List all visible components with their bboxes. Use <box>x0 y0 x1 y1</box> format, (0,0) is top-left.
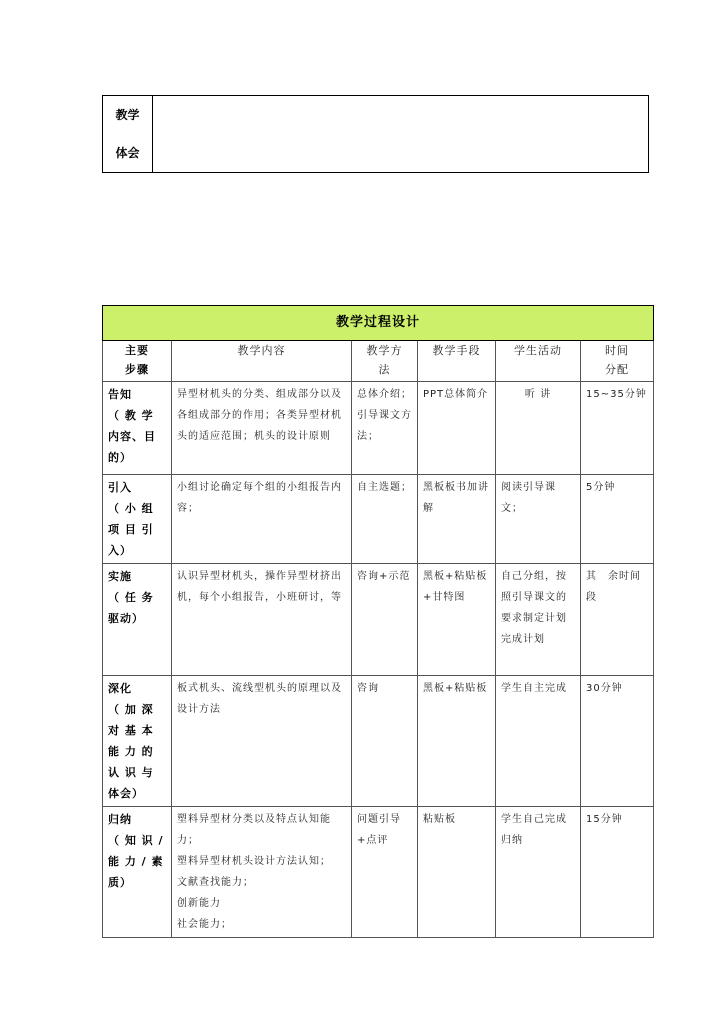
step-line: 驱动） <box>108 612 144 625</box>
row-time: 5分钟 <box>581 475 654 564</box>
row-method: 总体介绍；引导课文方法； <box>352 382 418 475</box>
row-activity: 自己分组，按照引导课文的要求制定计划完成计划 <box>496 564 581 676</box>
table-row <box>103 807 654 938</box>
content-line: 文献查找能力； <box>177 877 254 888</box>
row-method: 自主选题； <box>352 475 418 564</box>
content-line: 塑料异型材机头设计方法认知； <box>177 856 331 867</box>
step-line: （ 加 深 <box>108 703 154 716</box>
row-means: 黑板+粘贴板 <box>418 676 496 807</box>
row-step <box>103 807 172 938</box>
row-content <box>172 807 352 938</box>
header-means: 教学手段 <box>418 341 496 382</box>
table-row <box>103 564 654 676</box>
header-row <box>103 341 654 382</box>
header-time-line1: 时间 <box>605 344 630 357</box>
step-line: （ 小 组 <box>108 502 154 515</box>
row-content: 认识异型材机头，操作异型材挤出机，每个小组报告，小班研讨，等 <box>172 564 352 676</box>
process-table-title: 教学过程设计 <box>103 306 654 341</box>
experience-label-cell <box>103 96 153 173</box>
step-line: （ 知 识 / <box>108 834 164 847</box>
experience-content-cell <box>153 96 649 173</box>
header-time <box>581 341 654 382</box>
row-activity: 学生自主完成 <box>496 676 581 807</box>
step-line: 内容、目 <box>108 430 156 443</box>
row-content: 板式机头、流线型机头的原理以及设计方法 <box>172 676 352 807</box>
row-means: PPT总体简介 <box>418 382 496 475</box>
experience-label-line2: 体会 <box>115 146 140 160</box>
content-line: 社会能力； <box>177 919 232 930</box>
step-line: 归纳 <box>108 813 132 826</box>
step-line: （ 教 学 <box>108 409 154 422</box>
step-line: 的） <box>108 451 132 464</box>
row-step <box>103 475 172 564</box>
step-line: 深化 <box>108 682 132 695</box>
step-line: 告知 <box>108 388 132 401</box>
row-time: 15~35分钟 <box>581 382 654 475</box>
row-content: 小组讨论确定每个组的小组报告内容； <box>172 475 352 564</box>
header-method-line1: 教学方 <box>366 344 403 357</box>
table-row <box>103 475 654 564</box>
header-method <box>352 341 418 382</box>
step-line: 实施 <box>108 570 132 583</box>
row-activity: 学生自己完成归纳 <box>496 807 581 938</box>
row-method: 问题引导+点评 <box>352 807 418 938</box>
step-line: 认 识 与 <box>108 766 154 779</box>
table-row <box>103 382 654 475</box>
row-step <box>103 382 172 475</box>
row-content: 异型材机头的分类、组成部分以及各组成部分的作用；各类异型材机头的适应范围；机头的设计原则 <box>172 382 352 475</box>
row-time: 15分钟 <box>581 807 654 938</box>
table-row <box>103 676 654 807</box>
header-method-line2: 法 <box>378 363 391 376</box>
step-line: 能 力 的 <box>108 745 154 758</box>
row-means: 黑板板书加讲解 <box>418 475 496 564</box>
row-time: 其 余时间段 <box>581 564 654 676</box>
step-line: （ 任 务 <box>108 591 154 604</box>
content-line: 塑料异型材分类以及特点认知能力； <box>177 814 331 846</box>
teaching-process-table <box>102 305 654 938</box>
step-line: 入） <box>108 544 132 557</box>
header-activity: 学生活动 <box>496 341 581 382</box>
row-activity: 听 讲 <box>496 382 581 475</box>
step-line: 质） <box>108 876 132 889</box>
row-time: 30分钟 <box>581 676 654 807</box>
header-step-line2: 步骤 <box>125 363 149 376</box>
step-line: 项 目 引 <box>108 523 154 536</box>
header-time-line2: 分配 <box>605 363 630 376</box>
row-activity: 阅读引导课文； <box>496 475 581 564</box>
row-step <box>103 676 172 807</box>
step-line: 对 基 本 <box>108 724 154 737</box>
step-line: 体会） <box>108 787 144 800</box>
row-method: 咨询 <box>352 676 418 807</box>
header-step <box>103 341 172 382</box>
row-step <box>103 564 172 676</box>
header-step-line1: 主要 <box>125 344 149 357</box>
teaching-experience-table <box>102 95 649 173</box>
content-line: 创新能力 <box>177 898 221 909</box>
header-content: 教学内容 <box>172 341 352 382</box>
row-means: 黑板+粘贴板+甘特图 <box>418 564 496 676</box>
step-line: 引入 <box>108 481 132 494</box>
step-line: 能 力 / 素 <box>108 855 164 868</box>
row-method: 咨询+示范 <box>352 564 418 676</box>
experience-label-line1: 教学 <box>115 108 140 122</box>
row-means: 粘贴板 <box>418 807 496 938</box>
